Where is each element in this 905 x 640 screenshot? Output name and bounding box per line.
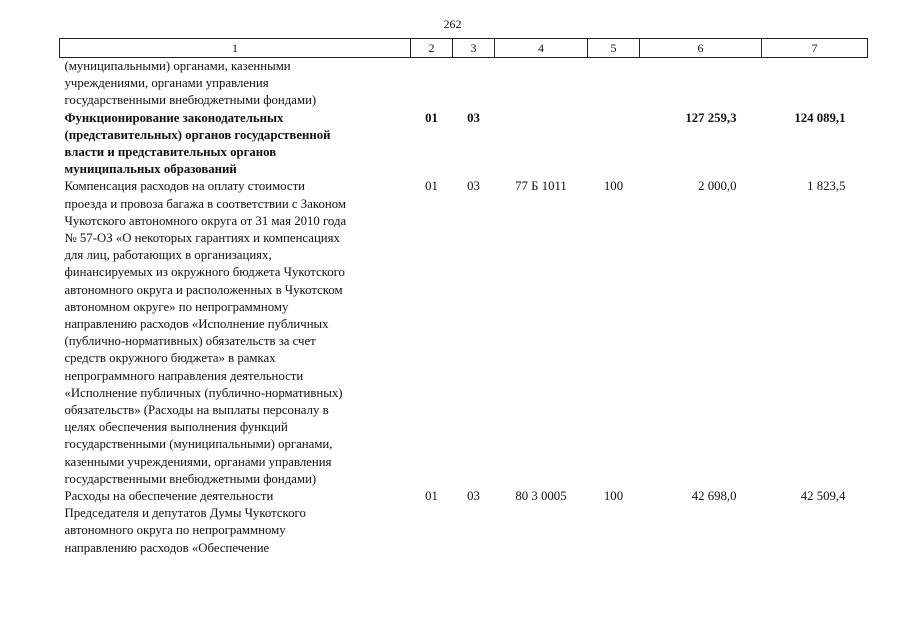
- row-amount-planned: 42 698,0: [691, 489, 737, 504]
- row-description: Функционирование законодательных (представительных) органов государственной власти и представительных органов муниципальных образований: [64, 110, 331, 177]
- row-amount-executed: 42 509,4: [800, 489, 846, 504]
- table-body: [60, 58, 868, 557]
- row-description: (муниципальными) органами, казенными учреждениями, органами управления государственными внебюджетными фондами): [64, 59, 317, 108]
- page-number: 262: [443, 17, 462, 31]
- row-section: 01: [425, 179, 438, 194]
- row-amount-executed: [762, 58, 868, 110]
- row-description: Расходы на обеспечение деятельности Председателя и депутатов Думы Чукотского автономного округа по непрограммному направлению расходов «Обеспечение: [64, 489, 306, 555]
- row-expense-type: 100: [603, 179, 624, 194]
- row-target-article: 80 3 0005: [515, 489, 567, 504]
- header-col-4: 4: [495, 39, 588, 58]
- row-section: 01: [425, 489, 438, 504]
- row-section: 01: [425, 110, 438, 125]
- row-amount-executed: 1 823,5: [807, 179, 846, 194]
- row-target-article: [495, 110, 588, 179]
- row-expense-type: [588, 110, 640, 179]
- table-header: [60, 39, 868, 58]
- row-expense-type: [588, 58, 640, 110]
- header-col-3: 3: [453, 39, 495, 58]
- row-section: [411, 58, 453, 110]
- header-col-1: 1: [60, 39, 411, 58]
- budget-table: [59, 38, 868, 557]
- table-row: [60, 178, 868, 488]
- table-row: [60, 110, 868, 179]
- row-target-article: [495, 58, 588, 110]
- row-amount-planned: 2 000,0: [698, 179, 737, 194]
- row-subsection: 03: [467, 179, 480, 194]
- row-subsection: [453, 58, 495, 110]
- row-amount-executed: 124 089,1: [794, 110, 846, 125]
- row-subsection: 03: [467, 110, 480, 125]
- row-target-article: 77 Б 1011: [515, 179, 567, 194]
- header-row: [60, 39, 868, 58]
- header-col-5: 5: [588, 39, 640, 58]
- row-amount-planned: 127 259,3: [685, 110, 737, 125]
- table-row: [60, 58, 868, 110]
- row-expense-type: 100: [603, 489, 624, 504]
- row-description: Компенсация расходов на оплату стоимости проезда и провоза багажа в соответствии с Законом Чукотского автономного округа от 31 мая 2010 года № 57-ОЗ «О некоторых гарантиях и компенсациях для лиц, работающих в организациях, финансируемых из окружного бюджета Чукотского автономного округа и расположенных в Чукотском автономном округе» по непрограммному направлению расходов «Исполнение публичных (публично-нормативных) обязательств за счет средств окружного бюджета» в рамках непрограммного направления деятельности «Исполнение публичных (публично-нормативных) обязательств» (Расходы на выплаты персоналу в целях обеспечения выполнения функций государственными (муниципальными) органами, казенными учреждениями, органами управления государственными внебюджетными фондами): [64, 179, 347, 486]
- row-subsection: 03: [467, 489, 480, 504]
- table-row: [60, 488, 868, 557]
- row-amount-planned: [640, 58, 762, 110]
- header-col-2: 2: [411, 39, 453, 58]
- header-col-6: 6: [640, 39, 762, 58]
- header-col-7: 7: [762, 39, 868, 58]
